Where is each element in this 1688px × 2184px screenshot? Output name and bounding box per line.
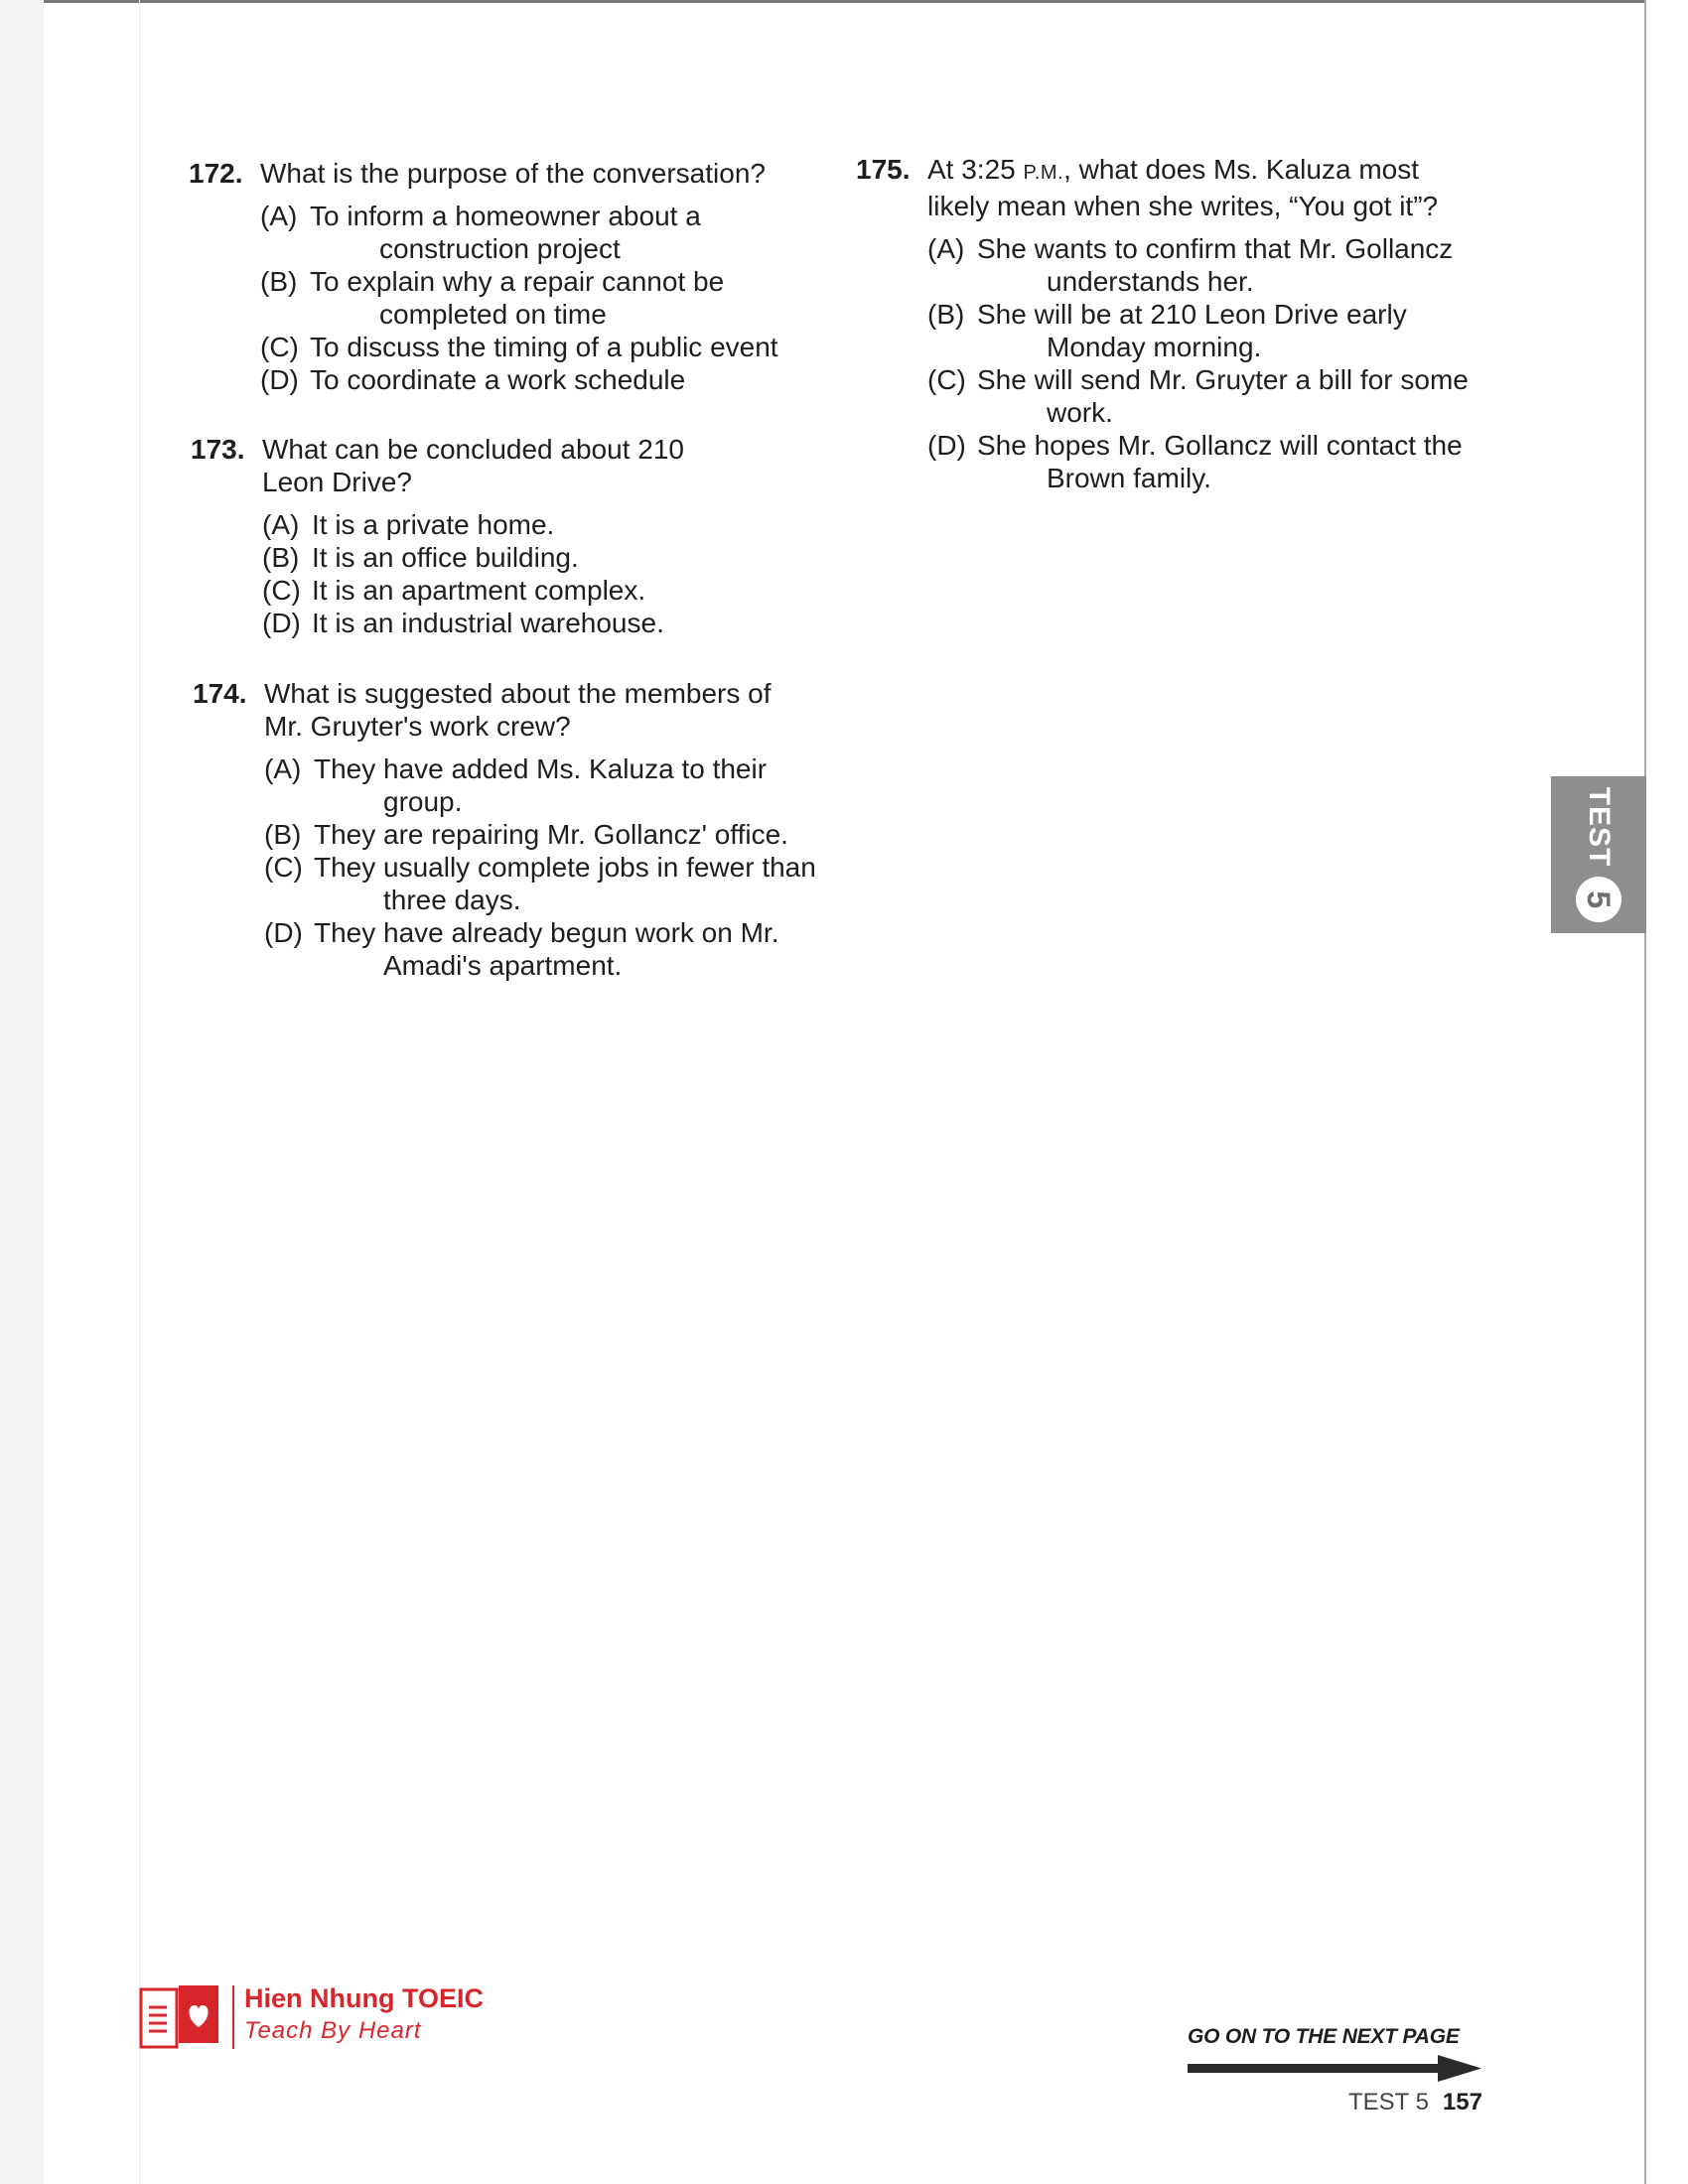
option-b[interactable] bbox=[260, 265, 804, 331]
option-text: It is an office building. bbox=[312, 542, 579, 573]
option-a[interactable] bbox=[262, 508, 747, 541]
option-letter: (D) bbox=[260, 364, 299, 395]
option-a[interactable] bbox=[260, 200, 804, 265]
option-a[interactable] bbox=[264, 752, 828, 818]
option-text: They usually complete jobs in fewer than three days. bbox=[314, 852, 816, 915]
option-d[interactable] bbox=[262, 607, 747, 639]
right-arrow-icon bbox=[1188, 2053, 1485, 2083]
logo-tagline: Teach By Heart bbox=[244, 2017, 422, 2044]
question-stem: What can be concluded about 210 Leon Drive? bbox=[262, 434, 684, 497]
option-letter: (C) bbox=[262, 575, 301, 606]
option-letter: (C) bbox=[927, 364, 966, 395]
next-page-indicator bbox=[1188, 2025, 1485, 2085]
stem-part: At 3:25 bbox=[927, 154, 1024, 185]
option-b[interactable] bbox=[927, 298, 1491, 363]
option-letter: (A) bbox=[262, 509, 300, 540]
page-top-edge bbox=[44, 0, 1646, 3]
stem-part: , what does Ms. Kaluza most likely mean when she writes, “You got it”? bbox=[927, 154, 1439, 221]
logo-divider bbox=[232, 1985, 234, 2049]
question-175 bbox=[856, 153, 1491, 494]
logo-brand-name: Hien Nhung TOEIC bbox=[244, 1983, 484, 2013]
option-text: She will send Mr. Gruyter a bill for some work. bbox=[977, 364, 1469, 428]
question-174 bbox=[193, 677, 828, 982]
option-text: To discuss the timing of a public event bbox=[310, 332, 778, 362]
question-number: 175. bbox=[856, 154, 911, 185]
question-number: 173. bbox=[191, 434, 245, 465]
publisher-logo bbox=[137, 1981, 514, 2055]
question-stem: What is the purpose of the conversation? bbox=[260, 158, 766, 189]
option-text: To inform a homeowner about a construction project bbox=[310, 201, 701, 264]
page-margin-line bbox=[139, 0, 140, 2184]
option-letter: (B) bbox=[260, 266, 298, 297]
option-letter: (D) bbox=[262, 608, 301, 638]
option-letter: (D) bbox=[927, 430, 966, 461]
question-number: 174. bbox=[193, 678, 247, 709]
option-a[interactable] bbox=[927, 232, 1491, 298]
option-letter: (A) bbox=[264, 753, 302, 784]
page-footer bbox=[1348, 2089, 1482, 2116]
option-letter: (A) bbox=[260, 201, 298, 231]
option-text: It is a private home. bbox=[312, 509, 555, 540]
option-letter: (C) bbox=[264, 852, 303, 883]
stem-time-marker: P.M. bbox=[1023, 162, 1064, 184]
option-text: They have added Ms. Kaluza to their group. bbox=[314, 753, 768, 817]
option-c[interactable] bbox=[260, 331, 804, 363]
question-stem: What is suggested about the members of Mr. Gruyter's work crew? bbox=[264, 678, 772, 742]
footer-test-label: TEST 5 bbox=[1348, 2089, 1429, 2116]
option-c[interactable] bbox=[262, 574, 747, 607]
answer-options bbox=[260, 200, 804, 396]
page-number: 157 bbox=[1442, 2089, 1482, 2116]
option-d[interactable] bbox=[260, 363, 804, 396]
option-text: She hopes Mr. Gollancz will contact the Brown family. bbox=[977, 430, 1463, 493]
option-c[interactable] bbox=[927, 363, 1491, 429]
answer-options bbox=[264, 752, 828, 982]
next-page-label: GO ON TO THE NEXT PAGE bbox=[1188, 2025, 1460, 2048]
option-text: To explain why a repair cannot be completed on time bbox=[310, 266, 725, 330]
question-172 bbox=[189, 157, 804, 396]
option-b[interactable] bbox=[262, 541, 747, 574]
test-section-tab bbox=[1551, 776, 1646, 933]
option-letter: (A) bbox=[927, 233, 965, 264]
test-tab-number: 5 bbox=[1576, 877, 1621, 922]
option-text: It is an apartment complex. bbox=[312, 575, 646, 606]
test-tab-content bbox=[1551, 776, 1646, 933]
option-letter: (C) bbox=[260, 332, 299, 362]
option-letter: (B) bbox=[264, 819, 302, 850]
option-text: They have already begun work on Mr. Amadi's apartment. bbox=[314, 917, 779, 981]
option-letter: (B) bbox=[927, 299, 965, 330]
question-number: 172. bbox=[189, 158, 243, 189]
option-d[interactable] bbox=[927, 429, 1491, 494]
option-b[interactable] bbox=[264, 818, 828, 851]
page-right-edge bbox=[1644, 0, 1646, 2184]
book-heart-icon bbox=[137, 1981, 222, 2053]
question-stem bbox=[927, 153, 1464, 222]
test-tab-label: TEST bbox=[1583, 786, 1616, 868]
option-text: They are repairing Mr. Gollancz' office. bbox=[314, 819, 788, 850]
page-left-shadow bbox=[0, 0, 44, 2184]
option-text: To coordinate a work schedule bbox=[310, 364, 686, 395]
option-letter: (D) bbox=[264, 917, 303, 948]
option-c[interactable] bbox=[264, 851, 828, 916]
answer-options bbox=[262, 508, 747, 639]
question-173 bbox=[191, 433, 747, 639]
option-d[interactable] bbox=[264, 916, 828, 982]
option-text: She will be at 210 Leon Drive early Monday morning. bbox=[977, 299, 1407, 362]
option-text: She wants to confirm that Mr. Gollancz understands her. bbox=[977, 233, 1454, 297]
option-letter: (B) bbox=[262, 542, 300, 573]
option-text: It is an industrial warehouse. bbox=[312, 608, 664, 638]
answer-options bbox=[927, 232, 1491, 494]
